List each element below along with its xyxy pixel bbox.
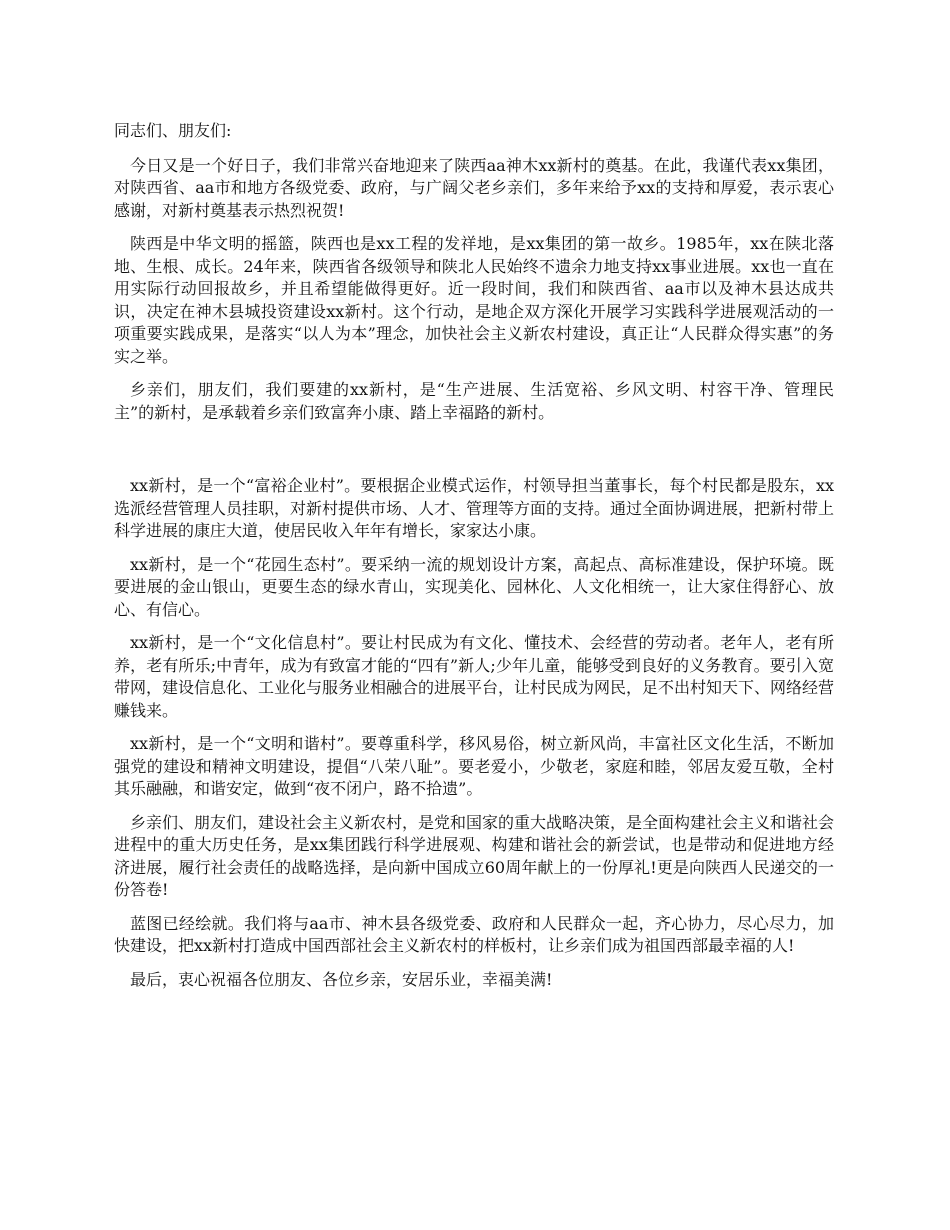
paragraph-history: 陕西是中华文明的摇篮，陕西也是xx工程的发祥地，是xx集团的第一故乡。1985年，xx在陕北落地、生根、成长。24年来，陕西省各级领导和陕北人民始终不遗余力地支持xx事业进展。xx也一直在用实际行动回报故乡，并且希望能做得更好。近一段时间，我们和陕西省、aa市以及神木县达成共识，决定在神木县城投资建设xx新村。这个行动，是地企双方深化开展学习实践科学进展观活动的一项重要实践成果，是落实“以人为本”理念，加快社会主义新农村建设，真正让“人民群众得实惠”的务实之举。 bbox=[114, 234, 834, 366]
salutation: 同志们、朋友们: bbox=[114, 121, 232, 140]
paragraph-strategy: 乡亲们、朋友们，建设社会主义新农村，是党和国家的重大战略决策，是全面构建社会主义和谐社会进程中的重大历史任务，是xx集团践行科学进展观、构建和谐社会的新尝试，也是带动和促进地方经济进展，履行社会责任的战略选择，是向新中国成立60周年献上的一份厚礼!更是向陕西人民递交的一份答卷! bbox=[114, 812, 835, 899]
paragraph-garden-village: xx新村，是一个“花园生态村”。要采纳一流的规划设计方案，高起点、高标准建设，保护环境。既要进展的金山银山，更要生态的绿水青山，实现美化、园林化、人文化相统一，让大家住得舒心、放心、有信心。 bbox=[114, 554, 834, 619]
paragraph-closing: 最后，衷心祝福各位朋友、各位乡亲，安居乐业，幸福美满! bbox=[130, 969, 553, 989]
paragraph-wealthy-village: xx新村，是一个“富裕企业村”。要根据企业模式运作，村领导担当董事长，每个村民都是股东，xx选派经营管理人员挂职，对新村提供市场、人才、管理等方面的支持。通过全面协调进展，把新村带上科学进展的康庄大道，使居民收入年年有增长，家家达小康。 bbox=[114, 476, 835, 540]
paragraph-new-village: 乡亲们，朋友们，我们要建的xx新村，是“生产进展、生活宽裕、乡风文明、村容干净、管理民主”的新村，是承载着乡亲们致富奔小康、踏上幸福路的新村。 bbox=[114, 380, 834, 422]
speech-document bbox=[114, 120, 834, 1002]
paragraph-blueprint: 蓝图已经绘就。我们将与aa市、神木县各级党委、政府和人民群众一起，齐心协力，尽心尽力，加快建设，把xx新村打造成中国西部社会主义新农村的样板村，让乡亲们成为祖国西部最幸福的人! bbox=[114, 913, 834, 955]
paragraph-opening: 今日又是一个好日子，我们非常兴奋地迎来了陕西aa神木xx新村的奠基。在此，我谨代表xx集团，对陕西省、aa市和地方各级党委、政府，与广阔父老乡亲们，多年来给予xx的支持和厚爱，表示衷心感谢，对新村奠基表示热烈祝贺! bbox=[114, 155, 834, 220]
paragraph-harmony-village: xx新村，是一个“文明和谐村”。要尊重科学，移风易俗，树立新风尚，丰富社区文化生活，不断加强党的建设和精神文明建设，提倡“八荣八耻”。要老爱小，少敬老，家庭和睦，邻居友爱互敬，全村其乐融融，和谐安定，做到“夜不闭户，路不拾遗”。 bbox=[114, 734, 834, 798]
paragraph-culture-village: xx新村，是一个“文化信息村”。要让村民成为有文化、懂技术、会经营的劳动者。老年人，老有所养，老有所乐;中青年，成为有致富才能的“四有”新人;少年儿童，能够受到良好的义务教育。要引入宽带网，建设信息化、工业化与服务业相融合的进展平台，让村民成为网民，足不出村知天下、网络经营赚钱来。 bbox=[114, 633, 835, 720]
section-gap bbox=[114, 435, 834, 475]
